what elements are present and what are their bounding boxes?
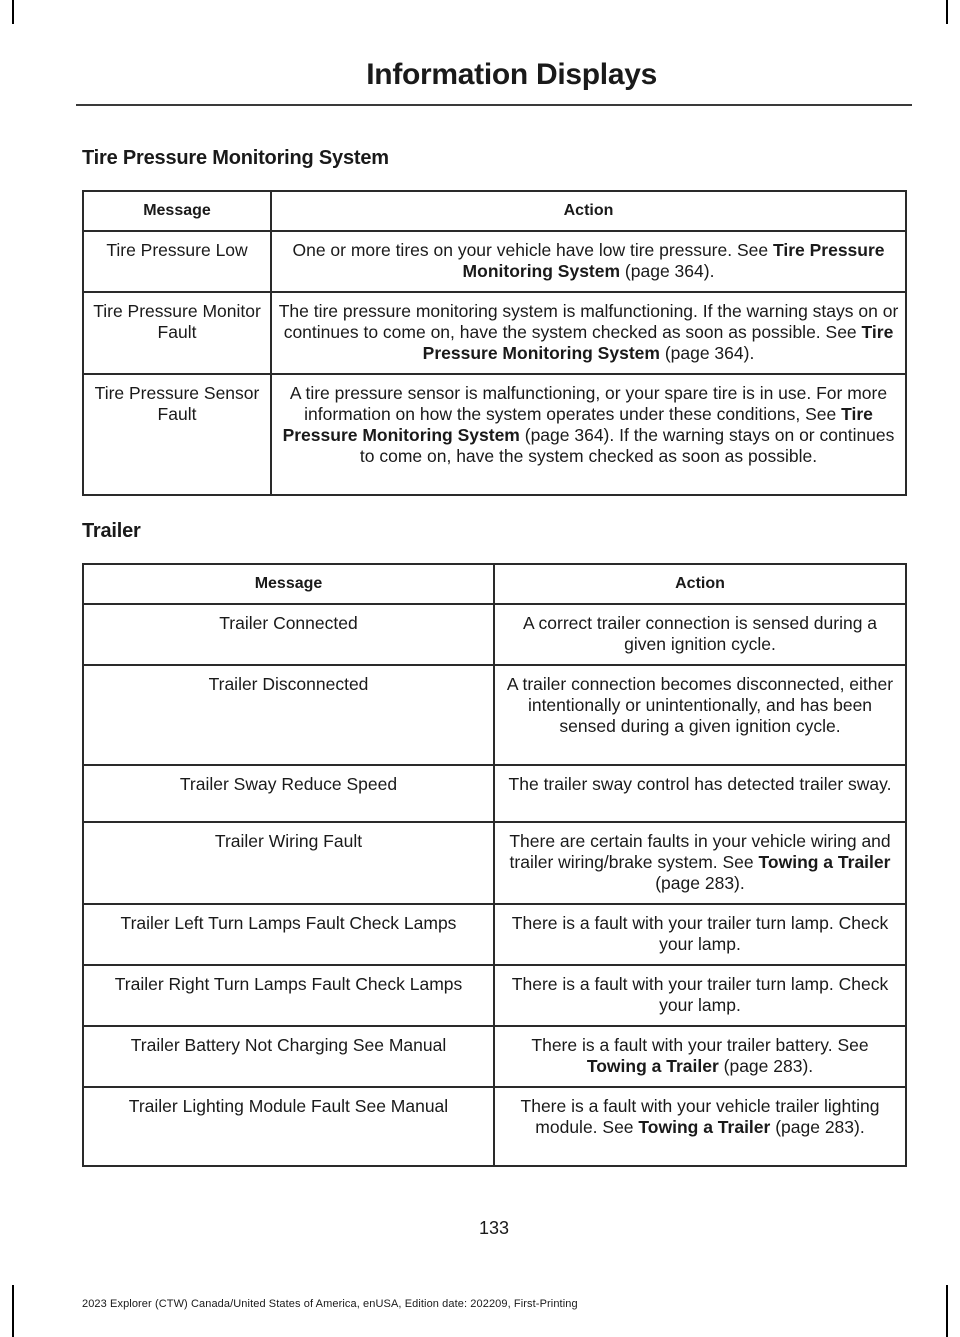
action-text: (page 364). [620, 261, 715, 281]
edition-footer: 2023 Explorer (CTW) Canada/United States of America, enUSA, Edition date: 202209, First-Printing [82, 1298, 578, 1310]
crop-mark-bottom-left [12, 1285, 14, 1337]
table-row [83, 604, 906, 665]
message-cell: Trailer Sway Reduce Speed [83, 765, 494, 822]
table-row [83, 765, 906, 822]
action-cell [494, 1087, 906, 1166]
action-text: There is a fault with your trailer battery. See [531, 1035, 869, 1055]
action-text: There is a fault with your trailer turn lamp. Check your lamp. [511, 913, 889, 954]
page-number: 133 [478, 1218, 510, 1238]
action-cell [494, 665, 906, 765]
action-cell [271, 292, 906, 374]
action-cell [271, 231, 906, 292]
table-row [83, 1026, 906, 1087]
crop-mark-top-right [946, 0, 948, 24]
table-row [83, 1087, 906, 1166]
table-row [83, 822, 906, 904]
message-cell: Tire Pressure Low [83, 231, 271, 292]
table-row [83, 374, 906, 495]
table-row [83, 292, 906, 374]
trailer-message-table [82, 563, 907, 1167]
cross-reference: Towing a Trailer [586, 1056, 719, 1076]
action-cell [494, 1026, 906, 1087]
message-cell: Trailer Left Turn Lamps Fault Check Lamps [83, 904, 494, 965]
crop-mark-top-left [12, 0, 14, 24]
action-text: There are certain faults in your vehicle wiring and trailer wiring/brake system. See [509, 831, 891, 872]
table-header-row [83, 191, 906, 231]
cross-reference: Tire Pressure Monitoring System [462, 240, 885, 281]
action-text: One or more tires on your vehicle have low tire pressure. See [292, 240, 773, 260]
action-cell [494, 604, 906, 665]
message-cell: Trailer Disconnected [83, 665, 494, 765]
page-title: Information Displays [366, 58, 657, 91]
action-text: (page 364). [659, 343, 755, 363]
column-header-action: Action [271, 191, 906, 231]
action-text: There is a fault with your trailer turn lamp. Check your lamp. [511, 974, 889, 1015]
header-divider [76, 104, 912, 106]
message-cell: Trailer Connected [83, 604, 494, 665]
message-cell: Trailer Right Turn Lamps Fault Check Lamps [83, 965, 494, 1026]
cross-reference: Towing a Trailer [758, 852, 891, 872]
crop-mark-bottom-right [946, 1285, 948, 1337]
action-text: (page 283). [655, 873, 745, 893]
table-row [83, 904, 906, 965]
action-text: A tire pressure sensor is malfunctioning, or your spare tire is in use. For more information on how the system operates under these conditions, See [289, 383, 888, 424]
message-cell: Tire Pressure Sensor Fault [83, 374, 271, 495]
action-cell [271, 374, 906, 495]
action-text: A trailer connection becomes disconnected, either intentionally or unintentionally, and has been sensed during a given ignition cycle. [506, 674, 894, 736]
column-header-action: Action [494, 564, 906, 604]
cross-reference: Towing a Trailer [638, 1117, 771, 1137]
action-text: The trailer sway control has detected trailer sway. [508, 774, 892, 794]
tpms-message-table [82, 190, 907, 496]
action-cell [494, 765, 906, 822]
cross-reference: Tire Pressure Monitoring System [282, 404, 873, 445]
section-heading-tpms: Tire Pressure Monitoring System [82, 147, 389, 169]
message-cell: Trailer Wiring Fault [83, 822, 494, 904]
message-cell: Trailer Lighting Module Fault See Manual [83, 1087, 494, 1166]
column-header-message: Message [83, 191, 271, 231]
table-header-row [83, 564, 906, 604]
action-text: (page 283). [770, 1117, 865, 1137]
action-text: (page 283). [718, 1056, 814, 1076]
action-cell [494, 965, 906, 1026]
table-row [83, 231, 906, 292]
section-heading-trailer: Trailer [82, 520, 141, 542]
action-cell [494, 904, 906, 965]
table-row [83, 665, 906, 765]
table-row [83, 965, 906, 1026]
action-text: There is a fault with your vehicle trailer lighting module. See [520, 1096, 880, 1137]
message-cell: Trailer Battery Not Charging See Manual [83, 1026, 494, 1087]
message-cell: Tire Pressure Monitor Fault [83, 292, 271, 374]
column-header-message: Message [83, 564, 494, 604]
action-cell [494, 822, 906, 904]
cross-reference: Tire Pressure Monitoring System [422, 322, 894, 363]
action-text: A correct trailer connection is sensed during a given ignition cycle. [522, 613, 878, 654]
action-text: (page 364). If the warning stays on or continues to come on, have the system checked as soon as possible. [359, 425, 895, 466]
action-text: The tire pressure monitoring system is malfunctioning. If the warning stays on or continues to come on, have the system checked as soon as possible. See [278, 301, 899, 342]
